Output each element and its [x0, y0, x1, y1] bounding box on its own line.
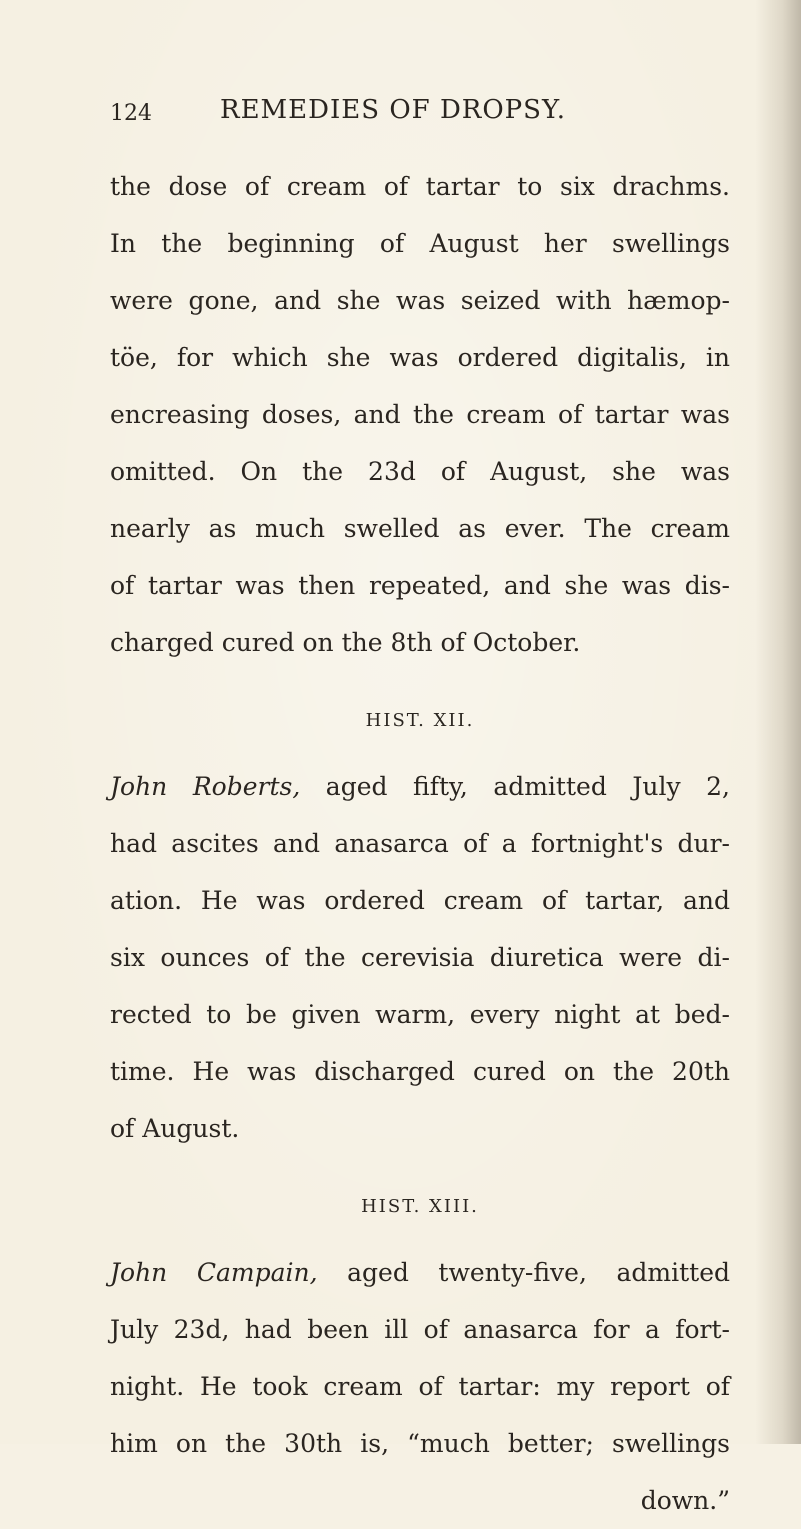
text-line: night. He took cream of tartar: my report of — [110, 1372, 730, 1401]
text-line: omitted. On the 23d of August, she was — [110, 457, 730, 486]
text-line: töe, for which she was ordered digitalis, in — [110, 343, 730, 372]
text-line: charged cured on the 8th of October. — [110, 628, 581, 657]
text-line: were gone, and she was seized with hæmop- — [110, 286, 730, 315]
page-edge-shadow — [755, 0, 801, 1444]
text-line: rected to be given warm, every night at bed- — [110, 1000, 730, 1029]
text-line: the dose of cream of tartar to six drachms. — [110, 172, 730, 201]
page-number: 124 — [110, 101, 152, 126]
text-line: of tartar was then repeated, and she was dis- — [110, 571, 730, 600]
patient-name: John Roberts, — [110, 772, 301, 801]
text-line: six ounces of the cerevisia diuretica were di- — [110, 943, 730, 972]
text-line: had ascites and anasarca of a fortnight's dur- — [110, 829, 730, 858]
text-line: time. He was discharged cured on the 20th — [110, 1057, 730, 1086]
paragraph-continued — [110, 158, 730, 671]
text-fragment: aged fifty, admitted July 2, — [300, 772, 730, 801]
section-heading-hist-12: HIST. XII. — [365, 710, 475, 731]
patient-name: John Campain, — [110, 1258, 318, 1287]
running-head: REMEDIES OF DROPSY. — [220, 95, 567, 125]
text-line: down.” — [640, 1486, 730, 1515]
text-line: ation. He was ordered cream of tartar, and — [110, 886, 730, 915]
text-line: In the beginning of August her swellings — [110, 229, 730, 258]
text-line: nearly as much swelled as ever. The cream — [110, 514, 730, 543]
case-hist-12 — [110, 758, 730, 1157]
body-text — [110, 158, 730, 1529]
text-line: him on the 30th is, “much better; swellings — [110, 1429, 730, 1458]
section-heading-hist-13: HIST. XIII. — [361, 1196, 479, 1217]
text-line: July 23d, had been ill of anasarca for a fort- — [110, 1315, 730, 1344]
text-line — [110, 1244, 730, 1301]
text-fragment: aged twenty-five, admitted — [317, 1258, 730, 1287]
case-hist-13 — [110, 1244, 730, 1529]
text-line: encreasing doses, and the cream of tartar was — [110, 400, 730, 429]
text-line — [110, 758, 730, 815]
text-line: of August. — [110, 1114, 240, 1143]
